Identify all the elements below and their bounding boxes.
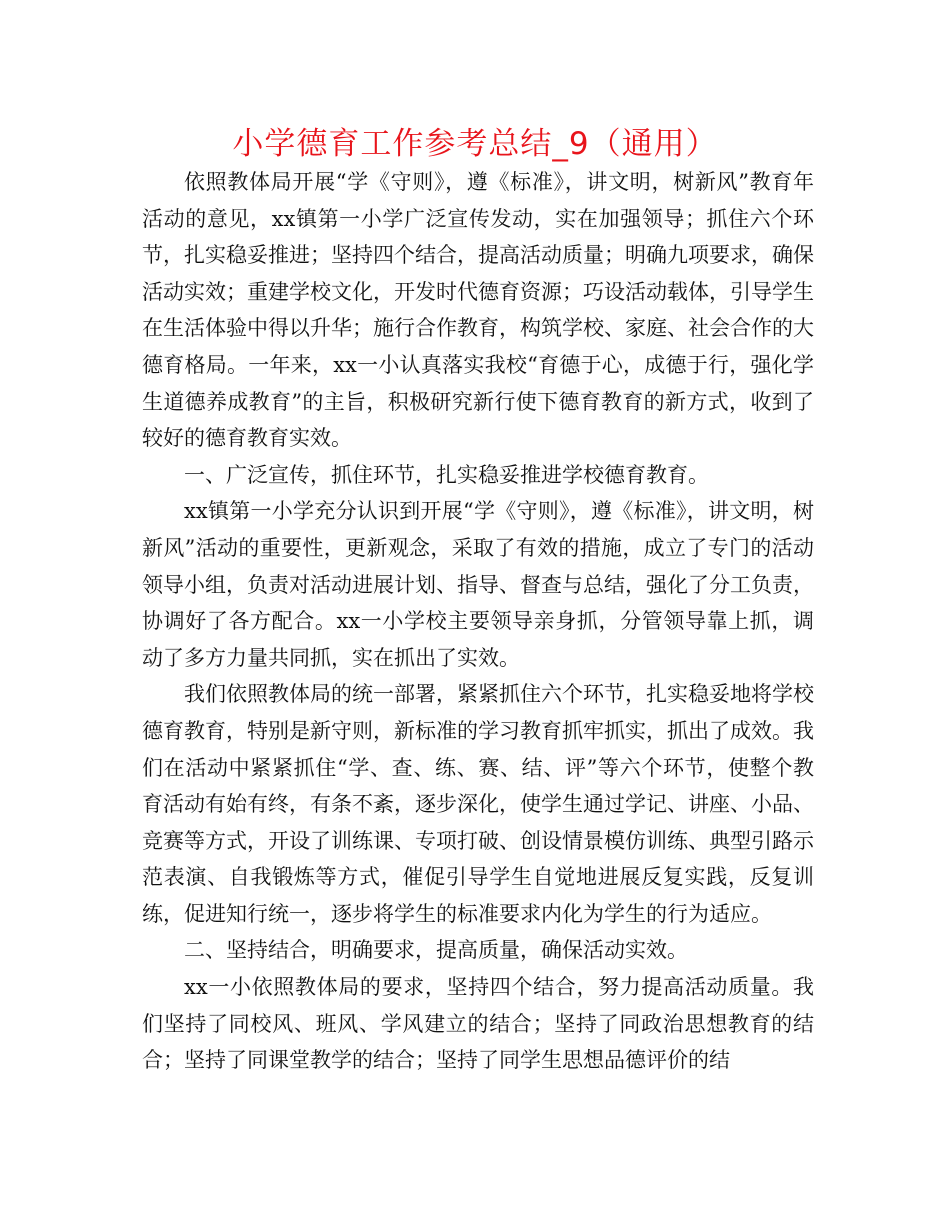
document-title: 小学德育工作参考总结_9（通用） bbox=[232, 126, 718, 162]
document-body bbox=[142, 164, 814, 1079]
paragraph: xx一小依照教体局的要求，坚持四个结合，努力提高活动质量。我们坚持了同校风、班风、学风建立的结合；坚持了同政治思想教育的结合；坚持了同课堂教学的结合；坚持了同学生思想品德评价的结 bbox=[142, 975, 814, 1073]
section-heading: 二、坚持结合，明确要求，提高质量，确保活动实效。 bbox=[184, 938, 688, 963]
paragraph: 依照教体局开展“学《守则》，遵《标准》，讲文明，树新风”教育年活动的意见，xx镇第一小学广泛宣传发动，实在加强领导；抓住六个环节，扎实稳妥推进；坚持四个结合，提高活动质量；明确九项要求，确保活动实效；重建学校文化，开发时代德育资源；巧设活动载体，引导学生在生活体验中得以升华；施行合作教育，构筑学校、家庭、社会合作的大德育格局。一年来，xx一小认真落实我校“育德于心，成德于行，强化学生道德养成教育”的主旨，积极研究新行使下德育教育的新方式，收到了较好的德育教育实效。 bbox=[142, 170, 814, 451]
section-heading: 一、广泛宣传，抓住环节，扎实稳妥推进学校德育教育。 bbox=[184, 462, 709, 487]
paragraph: xx镇第一小学充分认识到开展“学《守则》，遵《标准》，讲文明，树新风”活动的重要性，更新观念，采取了有效的措施，成立了专门的活动领导小组，负责对活动进展计划、指导、督查与总结，强化了分工负责，协调好了各方配合。xx一小学校主要领导亲身抓，分管领导靠上抓，调动了多方力量共同抓，实在抓出了实效。 bbox=[142, 499, 814, 670]
paragraph: 我们依照教体局的统一部署，紧紧抓住六个环节，扎实稳妥地将学校德育教育，特别是新守则，新标准的学习教育抓牢抓实，抓出了成效。我们在活动中紧紧抓住“学、查、练、赛、结、评”等六个环节，使整个教育活动有始有终，有条不紊，逐步深化，使学生通过学记、讲座、小品、竞赛等方式，开设了训练课、专项打破、创设情景模仿训练、典型引路示范表演、自我锻炼等方式，催促引导学生自觉地进展反复实践，反复训练，促进知行统一，逐步将学生的标准要求内化为学生的行为适应。 bbox=[142, 682, 814, 926]
